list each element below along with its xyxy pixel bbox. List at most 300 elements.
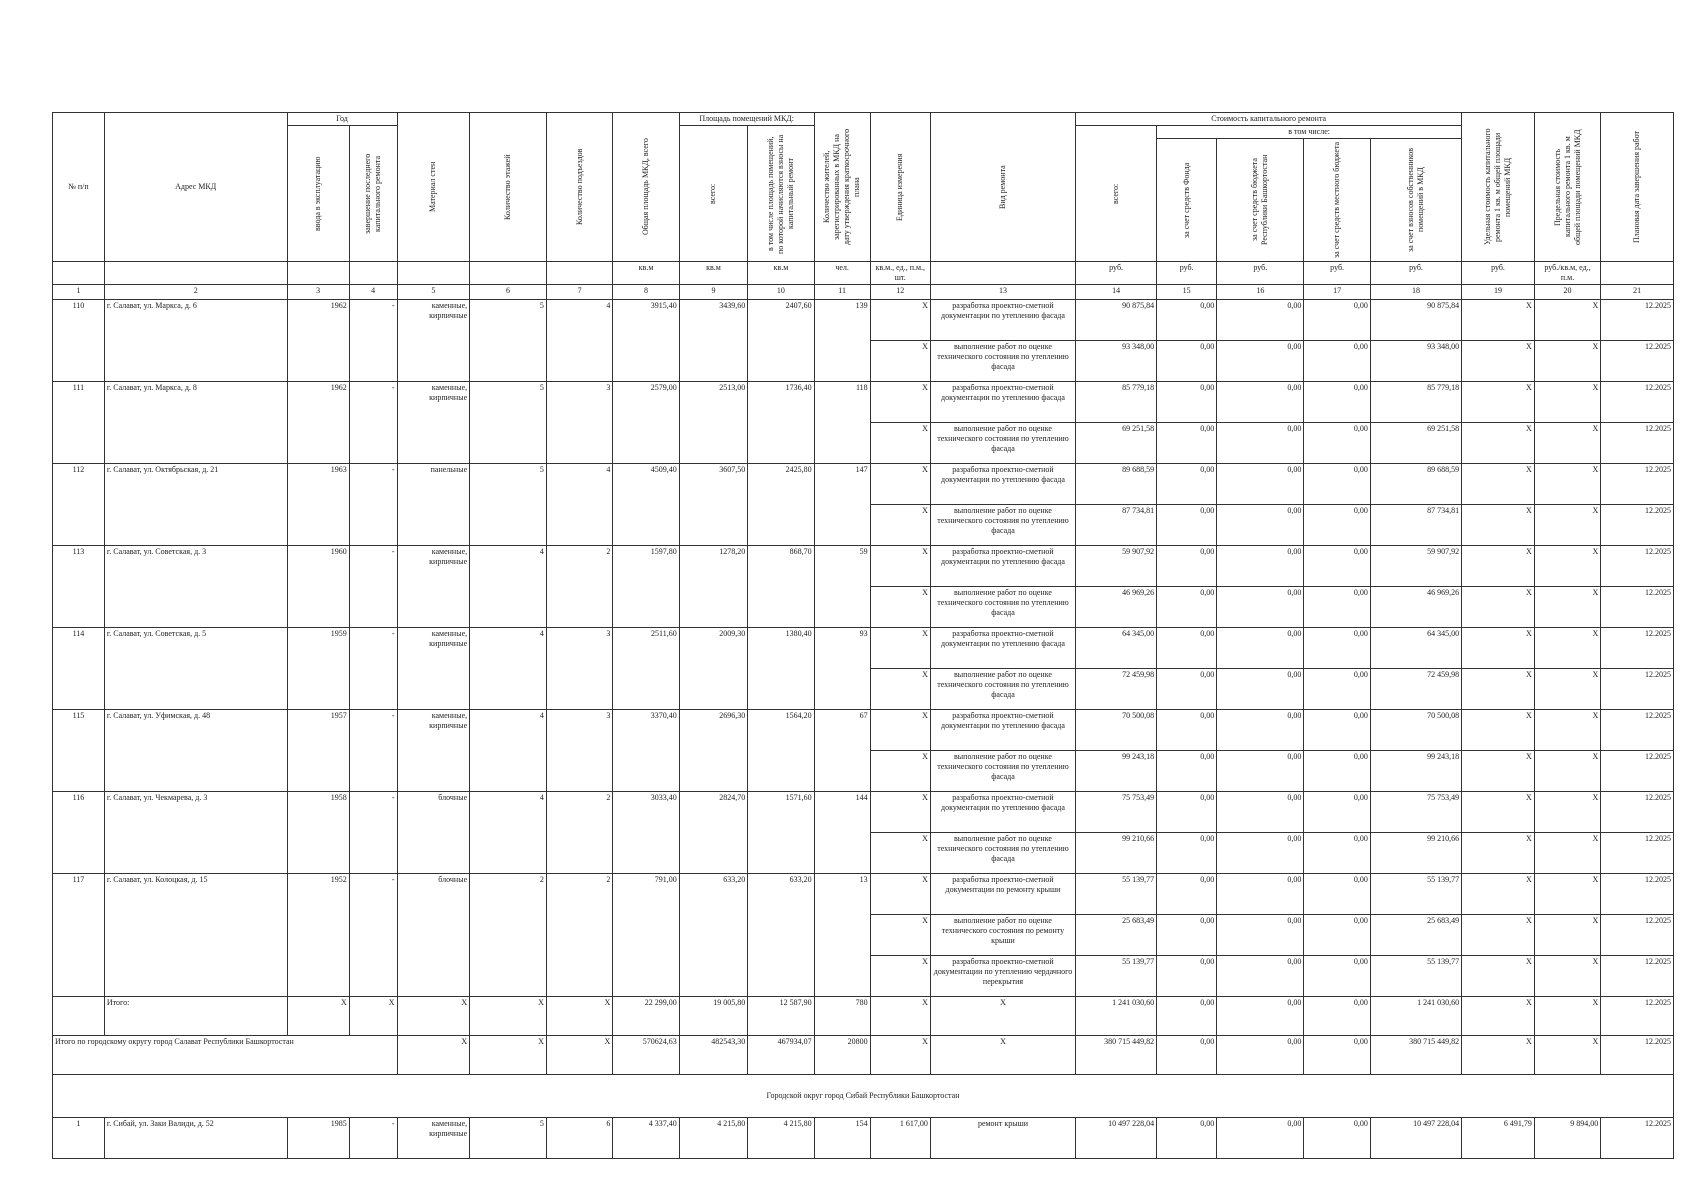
end-date: 12.2025 bbox=[1601, 669, 1674, 710]
hdr-area-all: всего: bbox=[708, 183, 718, 204]
cost-local: 0,00 bbox=[1304, 710, 1370, 751]
cost-republic: 0,00 bbox=[1217, 915, 1304, 956]
total-area: 22 299,00 bbox=[613, 997, 679, 1036]
unit-empty bbox=[930, 262, 1075, 285]
address: г. Салават, ул. Чекмарева, д. 3 bbox=[104, 792, 287, 874]
unit-cost: X bbox=[1462, 546, 1535, 587]
grand-local: 0,00 bbox=[1304, 1036, 1370, 1075]
wall-material: каменные, кирпичные bbox=[397, 546, 470, 628]
unit-empty bbox=[470, 262, 547, 285]
floors: 4 bbox=[470, 792, 547, 874]
grand-owners: 380 715 449,82 bbox=[1370, 1036, 1461, 1075]
cost-total: 93 348,00 bbox=[1076, 341, 1157, 382]
unit: X bbox=[870, 587, 930, 628]
unit-cost: X bbox=[1462, 751, 1535, 792]
area-all: 3439,60 bbox=[679, 300, 747, 382]
floors: 5 bbox=[470, 382, 547, 464]
area-fees: 4 215,80 bbox=[748, 1118, 814, 1159]
total-area-fees: 12 587,90 bbox=[748, 997, 814, 1036]
unit: X bbox=[870, 792, 930, 833]
grand-cost: 380 715 449,82 bbox=[1076, 1036, 1157, 1075]
cost-owners: 85 779,18 bbox=[1370, 382, 1461, 423]
cost-republic: 0,00 bbox=[1217, 751, 1304, 792]
floors: 2 bbox=[470, 874, 547, 997]
cost-total: 85 779,18 bbox=[1076, 382, 1157, 423]
unit: X bbox=[870, 833, 930, 874]
wall-material: блочные bbox=[397, 874, 470, 997]
unit-cost: 6 491,79 bbox=[1462, 1118, 1535, 1159]
grand-total-row bbox=[53, 1036, 1674, 1075]
column-number: 14 bbox=[1076, 285, 1157, 300]
cost-local: 0,00 bbox=[1304, 792, 1370, 833]
cost-local: 0,00 bbox=[1304, 546, 1370, 587]
repair-type: выполнение работ по оценке технического состояния по утеплению фасада bbox=[930, 505, 1075, 546]
unit-cost: X bbox=[1462, 956, 1535, 997]
repair-type: разработка проектно-сметной документации по утеплению фасада bbox=[930, 546, 1075, 587]
year-commission: 1952 bbox=[287, 874, 349, 997]
unit-cost: X bbox=[1462, 587, 1535, 628]
cost-fund: 0,00 bbox=[1157, 464, 1217, 505]
hdr-date: Плановая дата завершения работ bbox=[1632, 130, 1642, 244]
max-cost: 9 894,00 bbox=[1534, 1118, 1600, 1159]
hdr-year: Год bbox=[287, 113, 397, 126]
table-row bbox=[53, 628, 1674, 669]
column-number: 13 bbox=[930, 285, 1075, 300]
end-date: 12.2025 bbox=[1601, 915, 1674, 956]
row-number: 110 bbox=[53, 300, 105, 382]
row-number: 114 bbox=[53, 628, 105, 710]
unit-cell: руб./кв.м, ед., п.м. bbox=[1534, 262, 1600, 285]
residents: 144 bbox=[814, 792, 870, 874]
year-last-repair: - bbox=[349, 300, 397, 382]
total-unit-cost: X bbox=[1462, 997, 1535, 1036]
cost-total: 99 243,18 bbox=[1076, 751, 1157, 792]
area-all: 4 215,80 bbox=[679, 1118, 747, 1159]
hdr-local-budget: за счет средств местного бюджета bbox=[1332, 141, 1342, 259]
entrances: 4 bbox=[546, 300, 612, 382]
residents: 13 bbox=[814, 874, 870, 997]
cost-total: 59 907,92 bbox=[1076, 546, 1157, 587]
repair-type: выполнение работ по оценке технического состояния по утеплению фасада bbox=[930, 423, 1075, 464]
repair-type: разработка проектно-сметной документации по утеплению фасада bbox=[930, 628, 1075, 669]
residents: 118 bbox=[814, 382, 870, 464]
cost-owners: 75 753,49 bbox=[1370, 792, 1461, 833]
entrances: 2 bbox=[546, 874, 612, 997]
cost-local: 0,00 bbox=[1304, 505, 1370, 546]
repair-type: разработка проектно-сметной документации по утеплению фасада bbox=[930, 710, 1075, 751]
repair-type: разработка проектно-сметной документации по утеплению фасада bbox=[930, 792, 1075, 833]
unit-cell: руб. bbox=[1304, 262, 1370, 285]
cost-total: 75 753,49 bbox=[1076, 792, 1157, 833]
cost-republic: 0,00 bbox=[1217, 341, 1304, 382]
max-cost: X bbox=[1534, 751, 1600, 792]
area-all: 2696,30 bbox=[679, 710, 747, 792]
unit: X bbox=[870, 710, 930, 751]
cost-republic: 0,00 bbox=[1217, 628, 1304, 669]
hdr-total-area: Общая площадь МКД, всего bbox=[641, 138, 651, 236]
area-all: 1278,20 bbox=[679, 546, 747, 628]
cost-republic: 0,00 bbox=[1217, 669, 1304, 710]
total-x: X bbox=[287, 997, 349, 1036]
cost-total: 46 969,26 bbox=[1076, 587, 1157, 628]
address: г. Сибай, ул. Заки Валиди, д. 52 bbox=[104, 1118, 287, 1159]
table-row bbox=[53, 710, 1674, 751]
row-number: 112 bbox=[53, 464, 105, 546]
total-unit: X bbox=[870, 997, 930, 1036]
cost-fund: 0,00 bbox=[1157, 833, 1217, 874]
units-row bbox=[53, 262, 1674, 285]
cost-owners: 46 969,26 bbox=[1370, 587, 1461, 628]
grand-republic: 0,00 bbox=[1217, 1036, 1304, 1075]
unit-cost: X bbox=[1462, 341, 1535, 382]
hdr-unit: Единица измерения bbox=[895, 153, 905, 221]
year-last-repair: - bbox=[349, 464, 397, 546]
row-number: 117 bbox=[53, 874, 105, 997]
residents: 139 bbox=[814, 300, 870, 382]
repair-type: выполнение работ по оценке технического состояния по утеплению фасада bbox=[930, 751, 1075, 792]
floors: 5 bbox=[470, 464, 547, 546]
address: г. Салават, ул. Маркса, д. 6 bbox=[104, 300, 287, 382]
floors: 4 bbox=[470, 628, 547, 710]
max-cost: X bbox=[1534, 956, 1600, 997]
max-cost: X bbox=[1534, 792, 1600, 833]
total-date: 12.2025 bbox=[1601, 997, 1674, 1036]
cost-republic: 0,00 bbox=[1217, 710, 1304, 751]
year-last-repair: - bbox=[349, 792, 397, 874]
max-cost: X bbox=[1534, 669, 1600, 710]
total-area: 791,00 bbox=[613, 874, 679, 997]
table-row bbox=[53, 464, 1674, 505]
unit: X bbox=[870, 382, 930, 423]
grand-area: 570624,63 bbox=[613, 1036, 679, 1075]
address: г. Салават, ул. Уфимская, д. 48 bbox=[104, 710, 287, 792]
grand-max-cost: X bbox=[1534, 1036, 1600, 1075]
area-fees: 868,70 bbox=[748, 546, 814, 628]
section-title: Городской округ город Сибай Республики Башкортостан bbox=[53, 1075, 1674, 1118]
max-cost: X bbox=[1534, 423, 1600, 464]
column-number: 19 bbox=[1462, 285, 1535, 300]
repair-type: выполнение работ по оценке технического состояния по ремонту крыши bbox=[930, 915, 1075, 956]
max-cost: X bbox=[1534, 628, 1600, 669]
floors: 5 bbox=[470, 300, 547, 382]
grand-label: Итого по городскому округу город Салават Республики Башкортостан bbox=[53, 1036, 398, 1075]
year-commission: 1958 bbox=[287, 792, 349, 874]
row-number: 1 bbox=[53, 1118, 105, 1159]
address: г. Салават, ул. Советская, д. 3 bbox=[104, 546, 287, 628]
cost-owners: 89 688,59 bbox=[1370, 464, 1461, 505]
unit: X bbox=[870, 464, 930, 505]
area-fees: 1564,20 bbox=[748, 710, 814, 792]
cost-total: 87 734,81 bbox=[1076, 505, 1157, 546]
end-date: 12.2025 bbox=[1601, 546, 1674, 587]
cost-fund: 0,00 bbox=[1157, 710, 1217, 751]
unit: X bbox=[870, 300, 930, 341]
cost-fund: 0,00 bbox=[1157, 628, 1217, 669]
entrances: 3 bbox=[546, 710, 612, 792]
address: г. Салават, ул. Колоцкая, д. 15 bbox=[104, 874, 287, 997]
wall-material: каменные, кирпичные bbox=[397, 628, 470, 710]
column-number: 21 bbox=[1601, 285, 1674, 300]
table-row bbox=[53, 1118, 1674, 1159]
area-fees: 633,20 bbox=[748, 874, 814, 997]
unit-cell: кв.м bbox=[748, 262, 814, 285]
cost-local: 0,00 bbox=[1304, 1118, 1370, 1159]
year-commission: 1962 bbox=[287, 300, 349, 382]
hdr-area-fees: в том числе площадь помещений, по которой начисляются взносы на капитальный ремонт bbox=[765, 133, 795, 254]
cost-owners: 87 734,81 bbox=[1370, 505, 1461, 546]
total-empty bbox=[53, 997, 105, 1036]
cost-local: 0,00 bbox=[1304, 628, 1370, 669]
year-commission: 1985 bbox=[287, 1118, 349, 1159]
total-x: X bbox=[470, 997, 547, 1036]
column-number: 8 bbox=[613, 285, 679, 300]
column-number: 1 bbox=[53, 285, 105, 300]
grand-x: X bbox=[397, 1036, 470, 1075]
entrances: 6 bbox=[546, 1118, 612, 1159]
cost-local: 0,00 bbox=[1304, 874, 1370, 915]
unit-cell: руб. bbox=[1217, 262, 1304, 285]
hdr-address: Адрес МКД bbox=[104, 113, 287, 262]
unit-cost: X bbox=[1462, 915, 1535, 956]
total-area-all: 19 005,80 bbox=[679, 997, 747, 1036]
cost-republic: 0,00 bbox=[1217, 833, 1304, 874]
unit-cell: руб. bbox=[1076, 262, 1157, 285]
repair-type: выполнение работ по оценке технического состояния по утеплению фасада bbox=[930, 587, 1075, 628]
repair-type: выполнение работ по оценке технического состояния по утеплению фасада bbox=[930, 833, 1075, 874]
grand-date: 12.2025 bbox=[1601, 1036, 1674, 1075]
cost-local: 0,00 bbox=[1304, 669, 1370, 710]
area-fees: 2407,60 bbox=[748, 300, 814, 382]
table-row bbox=[53, 546, 1674, 587]
max-cost: X bbox=[1534, 382, 1600, 423]
hdr-cost: Стоимость капитального ремонта bbox=[1076, 113, 1462, 126]
unit: X bbox=[870, 751, 930, 792]
area-fees: 1380,40 bbox=[748, 628, 814, 710]
grand-area-all: 482543,30 bbox=[679, 1036, 747, 1075]
cost-local: 0,00 bbox=[1304, 464, 1370, 505]
grand-unit: X bbox=[870, 1036, 930, 1075]
cost-owners: 90 875,84 bbox=[1370, 300, 1461, 341]
hdr-max-cost: Предельная стоимость капитального ремонта 1 кв. м общей площади помещений МКД bbox=[1552, 129, 1582, 245]
unit: X bbox=[870, 669, 930, 710]
total-row bbox=[53, 997, 1674, 1036]
max-cost: X bbox=[1534, 464, 1600, 505]
cost-fund: 0,00 bbox=[1157, 751, 1217, 792]
column-number: 6 bbox=[470, 285, 547, 300]
cost-fund: 0,00 bbox=[1157, 505, 1217, 546]
cost-owners: 93 348,00 bbox=[1370, 341, 1461, 382]
area-all: 2824,70 bbox=[679, 792, 747, 874]
hdr-premises-area: Площадь помещений МКД: bbox=[679, 113, 814, 126]
unit-cell: чел. bbox=[814, 262, 870, 285]
residents: 59 bbox=[814, 546, 870, 628]
total-label: Итого: bbox=[104, 997, 287, 1036]
wall-material: каменные, кирпичные bbox=[397, 1118, 470, 1159]
grand-x: X bbox=[470, 1036, 547, 1075]
total-x: X bbox=[397, 997, 470, 1036]
wall-material: панельные bbox=[397, 464, 470, 546]
cost-owners: 55 139,77 bbox=[1370, 874, 1461, 915]
cost-total: 69 251,58 bbox=[1076, 423, 1157, 464]
unit-empty bbox=[397, 262, 470, 285]
hdr-repair-type: Вид ремонта bbox=[997, 165, 1007, 209]
hdr-fund: за счет средств Фонда bbox=[1181, 162, 1191, 238]
year-commission: 1957 bbox=[287, 710, 349, 792]
column-number: 4 bbox=[349, 285, 397, 300]
wall-material: каменные, кирпичные bbox=[397, 710, 470, 792]
grand-unit-cost: X bbox=[1462, 1036, 1535, 1075]
total-republic: 0,00 bbox=[1217, 997, 1304, 1036]
repair-type: разработка проектно-сметной документации по утеплению чердачного перекрытия bbox=[930, 956, 1075, 997]
cost-local: 0,00 bbox=[1304, 423, 1370, 464]
wall-material: каменные, кирпичные bbox=[397, 300, 470, 382]
unit: X bbox=[870, 874, 930, 915]
repair-type: выполнение работ по оценке технического состояния по утеплению фасада bbox=[930, 669, 1075, 710]
cost-fund: 0,00 bbox=[1157, 300, 1217, 341]
total-area: 3370,40 bbox=[613, 710, 679, 792]
area-fees: 1571,60 bbox=[748, 792, 814, 874]
grand-residents: 20800 bbox=[814, 1036, 870, 1075]
column-number: 9 bbox=[679, 285, 747, 300]
total-x: X bbox=[546, 997, 612, 1036]
table-row bbox=[53, 874, 1674, 915]
column-number: 20 bbox=[1534, 285, 1600, 300]
total-area: 3033,40 bbox=[613, 792, 679, 874]
row-number: 111 bbox=[53, 382, 105, 464]
unit-cell: кв.м bbox=[613, 262, 679, 285]
area-fees: 1736,40 bbox=[748, 382, 814, 464]
unit-cost: X bbox=[1462, 874, 1535, 915]
entrances: 3 bbox=[546, 628, 612, 710]
unit-cost: X bbox=[1462, 628, 1535, 669]
year-last-repair: - bbox=[349, 382, 397, 464]
entrances: 3 bbox=[546, 382, 612, 464]
unit-empty bbox=[1601, 262, 1674, 285]
cost-fund: 0,00 bbox=[1157, 1118, 1217, 1159]
cost-republic: 0,00 bbox=[1217, 382, 1304, 423]
repair-type: разработка проектно-сметной документации по утеплению фасада bbox=[930, 382, 1075, 423]
total-area: 2579,00 bbox=[613, 382, 679, 464]
unit-empty bbox=[53, 262, 105, 285]
floors: 4 bbox=[470, 546, 547, 628]
total-cost: 1 241 030,60 bbox=[1076, 997, 1157, 1036]
total-area: 3915,40 bbox=[613, 300, 679, 382]
cost-total: 10 497 228,04 bbox=[1076, 1118, 1157, 1159]
column-number: 15 bbox=[1157, 285, 1217, 300]
area-all: 3607,50 bbox=[679, 464, 747, 546]
column-number: 18 bbox=[1370, 285, 1461, 300]
cost-total: 89 688,59 bbox=[1076, 464, 1157, 505]
wall-material: каменные, кирпичные bbox=[397, 382, 470, 464]
area-all: 2009,30 bbox=[679, 628, 747, 710]
repair-plan-table bbox=[52, 112, 1674, 1159]
cost-owners: 72 459,98 bbox=[1370, 669, 1461, 710]
cost-total: 64 345,00 bbox=[1076, 628, 1157, 669]
unit-cost: X bbox=[1462, 505, 1535, 546]
cost-republic: 0,00 bbox=[1217, 546, 1304, 587]
cost-fund: 0,00 bbox=[1157, 874, 1217, 915]
section-row bbox=[53, 1075, 1674, 1118]
unit: X bbox=[870, 628, 930, 669]
cost-owners: 59 907,92 bbox=[1370, 546, 1461, 587]
max-cost: X bbox=[1534, 915, 1600, 956]
max-cost: X bbox=[1534, 833, 1600, 874]
end-date: 12.2025 bbox=[1601, 956, 1674, 997]
cost-owners: 25 683,49 bbox=[1370, 915, 1461, 956]
unit-empty bbox=[287, 262, 349, 285]
entrances: 2 bbox=[546, 792, 612, 874]
end-date: 12.2025 bbox=[1601, 628, 1674, 669]
column-number: 17 bbox=[1304, 285, 1370, 300]
end-date: 12.2025 bbox=[1601, 874, 1674, 915]
end-date: 12.2025 bbox=[1601, 751, 1674, 792]
cost-republic: 0,00 bbox=[1217, 464, 1304, 505]
year-last-repair: - bbox=[349, 710, 397, 792]
row-number: 115 bbox=[53, 710, 105, 792]
unit-cost: X bbox=[1462, 464, 1535, 505]
column-number: 3 bbox=[287, 285, 349, 300]
table-row bbox=[53, 300, 1674, 341]
cost-republic: 0,00 bbox=[1217, 505, 1304, 546]
cost-local: 0,00 bbox=[1304, 341, 1370, 382]
cost-total: 99 210,66 bbox=[1076, 833, 1157, 874]
year-last-repair: - bbox=[349, 874, 397, 997]
hdr-year-commission: ввода в эксплуатацию bbox=[313, 156, 323, 231]
cost-owners: 99 210,66 bbox=[1370, 833, 1461, 874]
column-number: 10 bbox=[748, 285, 814, 300]
cost-fund: 0,00 bbox=[1157, 915, 1217, 956]
unit-cell: руб. bbox=[1370, 262, 1461, 285]
end-date: 12.2025 bbox=[1601, 1118, 1674, 1159]
max-cost: X bbox=[1534, 874, 1600, 915]
end-date: 12.2025 bbox=[1601, 423, 1674, 464]
total-area: 2511,60 bbox=[613, 628, 679, 710]
residents: 67 bbox=[814, 710, 870, 792]
unit-empty bbox=[104, 262, 287, 285]
unit-cost: X bbox=[1462, 382, 1535, 423]
cost-republic: 0,00 bbox=[1217, 587, 1304, 628]
floors: 4 bbox=[470, 710, 547, 792]
column-number: 12 bbox=[870, 285, 930, 300]
hdr-year-last-repair: завершение последнего капитального ремонта bbox=[363, 153, 383, 234]
max-cost: X bbox=[1534, 710, 1600, 751]
year-commission: 1963 bbox=[287, 464, 349, 546]
year-commission: 1962 bbox=[287, 382, 349, 464]
unit-cell: кв.м bbox=[679, 262, 747, 285]
end-date: 12.2025 bbox=[1601, 300, 1674, 341]
max-cost: X bbox=[1534, 341, 1600, 382]
unit-cost: X bbox=[1462, 423, 1535, 464]
cost-total: 70 500,08 bbox=[1076, 710, 1157, 751]
cost-local: 0,00 bbox=[1304, 587, 1370, 628]
cost-fund: 0,00 bbox=[1157, 669, 1217, 710]
area-all: 2513,00 bbox=[679, 382, 747, 464]
year-last-repair: - bbox=[349, 1118, 397, 1159]
unit-empty bbox=[349, 262, 397, 285]
cost-local: 0,00 bbox=[1304, 833, 1370, 874]
column-number: 5 bbox=[397, 285, 470, 300]
unit: X bbox=[870, 915, 930, 956]
year-last-repair: - bbox=[349, 628, 397, 710]
grand-repair: X bbox=[930, 1036, 1075, 1075]
hdr-floors: Количество этажей bbox=[503, 154, 513, 220]
max-cost: X bbox=[1534, 546, 1600, 587]
end-date: 12.2025 bbox=[1601, 710, 1674, 751]
cost-total: 25 683,49 bbox=[1076, 915, 1157, 956]
total-x: X bbox=[349, 997, 397, 1036]
unit-cell: руб. bbox=[1462, 262, 1535, 285]
unit: X bbox=[870, 505, 930, 546]
